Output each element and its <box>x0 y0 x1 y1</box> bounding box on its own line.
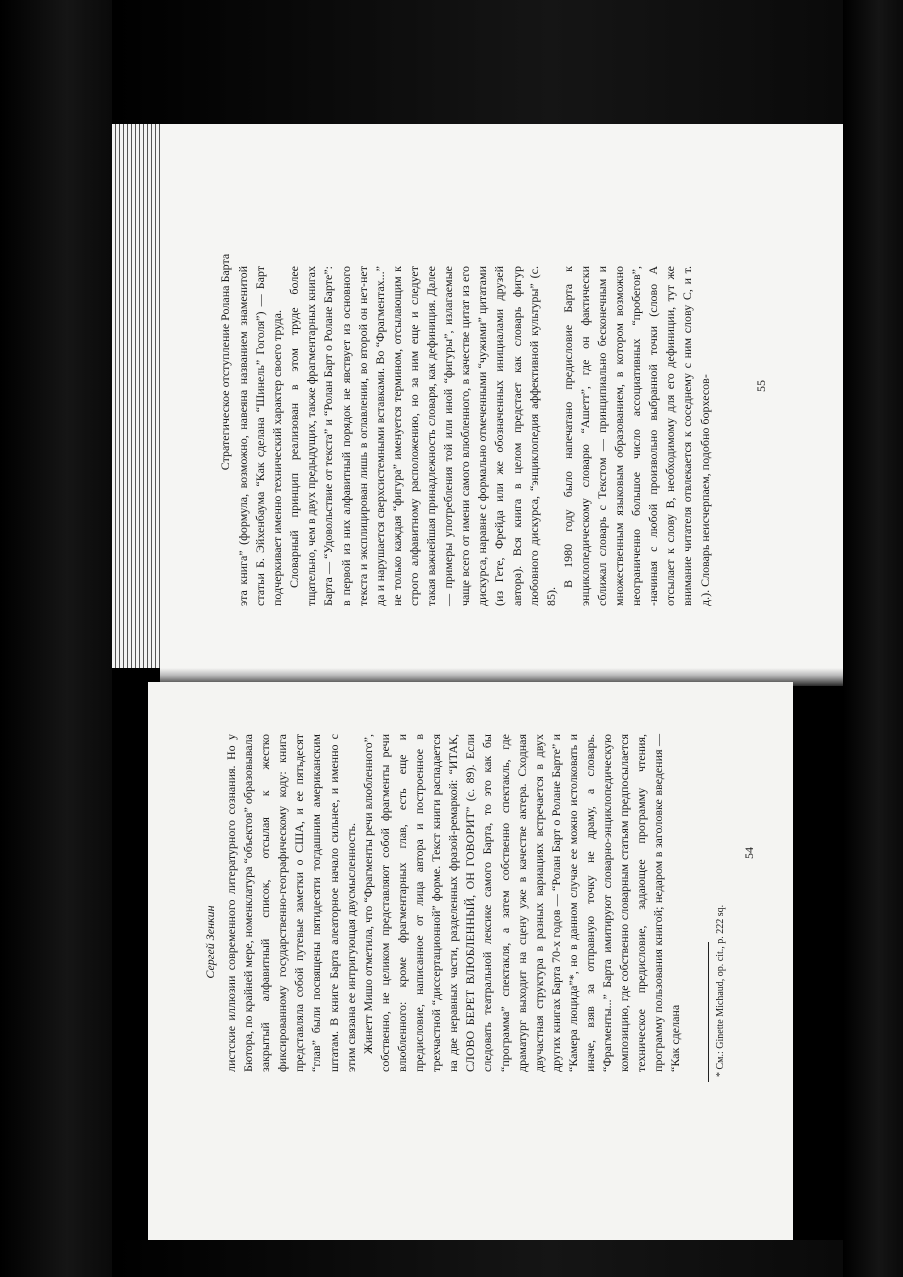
right-page <box>160 124 843 676</box>
page-stack-edges <box>112 124 162 668</box>
running-head: Стратегическое отступление Ролана Барта <box>218 253 232 471</box>
paragraph: Словарный принцип реализован в этом труде более тщательно, чем в двух предыдущих, также фрагментарных книгах Барта — “Удовольствие от текста” и “Ролан Барт о Ролане Барте”: в первой из них алфавитный порядок не явствует из основного текста и эксплицирован лишь в оглавлении, во второй он нет-нет да и нарушается сверхсистемными вставками. Во “Фрагментах...” не только каждая “фигура” именуется термином, отсылающим к строго алфавитному расположению, но за ним еще и следует такая важнейшая принадлежность словаря, как дефиниция. Далее — примеры употребления той или иной “фигуры”, излагаемые чаще всего от имени самого влюбленного, в качестве цитат из его дискурса, наравне с формально отмеченными “чужими” цитатами (из Гете, Фрейда или же обозначенных инициалами друзей автора). Вся книга в целом предстает как словарь фигур любовного дискурса, “энциклопедия аффективной культуры” (с. 85). <box>287 266 558 606</box>
body-text <box>235 266 714 606</box>
paragraph: эта книга” (формула, возможно, навеяна названием знаменитой статьи Б. Эйхенбаума “Как сделана “Шинель” Гоголя”) — Барт подчеркивает именно технический характер своего труда. <box>236 266 285 606</box>
paragraph: листские иллюзии современного литературного сознания. Но у Бютора, по крайней мере, номенклатура “объектов” образовывала закрытый алфавитный список, отсылая к жестко фиксированному государственно-географическому коду: книга представляла собой путевые заметки о США, и ее пятьдесят “глав” были посвящены пятидесяти тогдашним американским штатам. В книге Барта алеаторное начало сильнее, и именно с этим связана ее интригующая двусмысленность. <box>224 734 358 1072</box>
footnote-rule <box>708 942 709 1082</box>
scanner-background-left <box>0 0 112 1277</box>
left-page <box>148 682 793 1240</box>
scanner-background-top <box>112 0 843 124</box>
footnote: * См.: Ginette Michaud, op. cit., p. 222 sq. <box>715 904 726 1077</box>
page-number: 54 <box>742 847 756 859</box>
scanner-background-bottom <box>112 1240 843 1277</box>
paragraph: В 1980 году было напечатано предисловие Барта к энциклопедическому словарю “Ашетт”, где он фактически сближал словарь с Текстом — принципиально бесконечным и множественным языковым образованием, в котором возможно неограниченно большое число ассоциативных “пробегов”, -начиная с любой произвольно выбранной точки (слово A отсылает к слову B, необходимому для его дефиниции, тут же внимание читателя отвлекается к соседнему с ним слову C, и т. д.). Словарь неисчерпаем, подобно борхесов- <box>560 266 712 606</box>
paragraph: Жинетт Мишо отметила, что “Фрагменты речи влюбленного”, собственно, не целиком представляют собой фрагменты речи влюбленного: кроме фрагментарных глав, есть еще и предисловие, написанное от лица автора и построенное в трехчастной “диссертационной” форме. Текст книги распадается на две неравных части, разделенных фразой-ремаркой: “ИТАК, СЛОВО БЕРЕТ ВЛЮБЛЕННЫЙ, ОН ГОВОРИТ” (с. 89). Если следовать театральной лексике самого Барта, то это как бы “программа” спектакля, а затем собственно спектакль, где драматург выходит на сцену уже в качестве актера. Сходная двучастная структура в разных вариациях встречается в двух других книгах Барта 70-х годов — “Ролан Барт о Ролане Барте” и “Камера люцида”*, но в данном случае ее можно истолковать и иначе, взяв за отправную точку не драму, а словарь. “Фрагменты...” Барта имитируют словарно-энциклопедическую композицию, где собственно словарным статьям предпосылается техническое предисловие, задающее программу чтения, программу пользования книгой; недаром в заголовке введения — “Как сделана <box>360 734 683 1072</box>
page-number: 55 <box>754 380 768 392</box>
body-text <box>223 734 685 1072</box>
running-head: Сергей Зенкин <box>203 905 217 979</box>
scanner-background-right <box>843 0 903 1277</box>
